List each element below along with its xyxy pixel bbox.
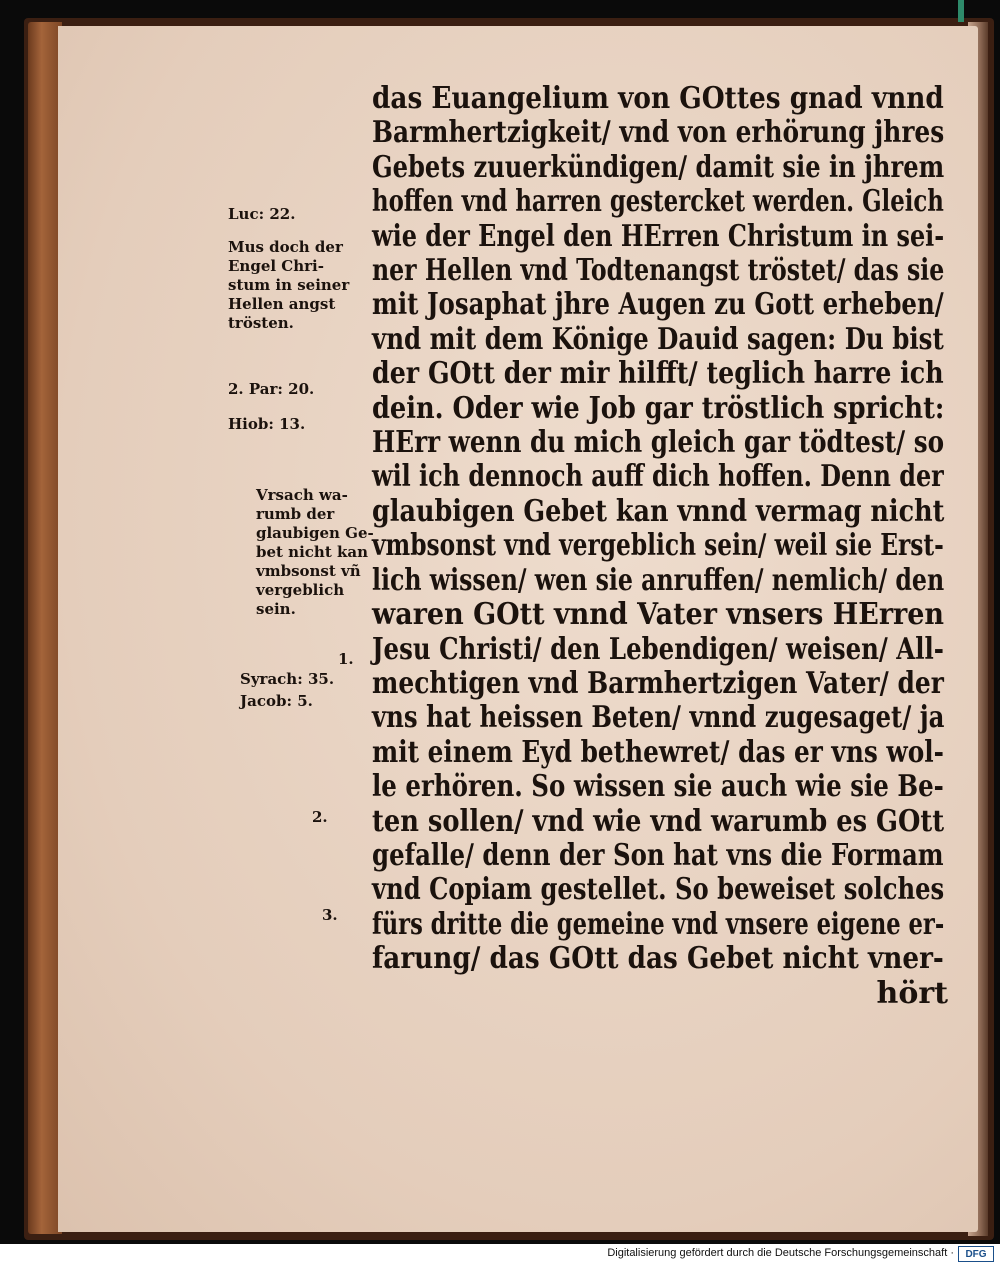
- footer-bar: [0, 1244, 1000, 1265]
- bookmark-ribbon: [958, 0, 964, 22]
- margin-note-vrsach: [256, 486, 374, 619]
- margin-note-line: Engel Chri-: [228, 257, 324, 275]
- text-line: das Euangelium von GOttes gnad vnnd: [372, 81, 944, 116]
- dfg-logo-icon: DFG: [958, 1246, 994, 1262]
- text-line: der GOtt der mir hilfft/ teglich harre ich: [372, 356, 944, 392]
- footer-credit: Digitalisierung gefördert durch die Deutsche Forschungsgemeinschaft ·: [607, 1247, 954, 1259]
- margin-number-2: 2.: [312, 808, 328, 826]
- main-text-block: [372, 82, 952, 1011]
- text-line: vnd Copiam gestellet. So beweiset solches: [372, 872, 945, 908]
- text-line: wil ich dennoch auff dich hoffen. Denn der: [372, 459, 944, 495]
- text-line: hoffen vnd harren gestercket werden. Gleich: [372, 184, 944, 220]
- text-line: mechtigen vnd Barmhertzigen Vater/ der: [372, 665, 944, 701]
- margin-number-3: 3.: [322, 906, 338, 924]
- margin-note-line: stum in seiner: [228, 276, 350, 294]
- margin-note-line: sein.: [256, 600, 296, 618]
- margin-ref-par: 2. Par: 20.: [228, 380, 315, 398]
- text-line: ten sollen/ vnd wie vnd warumb es GOtt: [372, 803, 945, 839]
- text-line: farung/ das GOtt das Gebet nicht vner-: [372, 941, 944, 977]
- margin-note-line: vergeblich: [256, 581, 345, 599]
- text-line: vmbsonst vnd vergeblich sein/ weil sie Erst-: [372, 528, 944, 564]
- text-line: mit Josaphat jhre Augen zu Gott erheben/: [372, 287, 944, 323]
- margin-ref-luc: Luc: 22.: [228, 205, 296, 223]
- page-edge-left: [28, 22, 62, 1234]
- text-line: Jesu Christi/ den Lebendigen/ weisen/ All-: [372, 631, 944, 667]
- margin-note-line: glaubigen Ge-: [256, 524, 374, 542]
- text-line: glaubigen Gebet kan vnnd vermag nicht: [372, 493, 945, 529]
- margin-number-1: 1.: [338, 650, 354, 668]
- margin-note-engel: [228, 238, 349, 333]
- text-line: vns hat heissen Beten/ vnnd zugesaget/ ja: [372, 700, 945, 736]
- catchword: hört: [876, 975, 948, 1011]
- text-line: lich wissen/ wen sie anruffen/ nemlich/ den: [372, 562, 945, 598]
- margin-note-line: trösten.: [228, 314, 294, 332]
- text-line: wie der Engel den HErren Christum in sei-: [372, 218, 945, 254]
- margin-ref-hiob: Hiob: 13.: [228, 415, 306, 433]
- text-line: waren GOtt vnnd Vater vnsers HErren: [372, 597, 945, 633]
- text-line: fürs dritte die gemeine vnd vnsere eigene er-: [372, 906, 945, 942]
- text-line: Barmhertzigkeit/ vnd von erhörung jhres: [372, 115, 945, 151]
- text-line: vnd mit dem Könige Dauid sagen: Du bist: [372, 321, 944, 357]
- margin-note-line: rumb der: [256, 505, 335, 523]
- text-line: ner Hellen vnd Todtenangst tröstet/ das sie: [372, 253, 945, 289]
- text-line: Gebets zuuerkündigen/ damit sie in jhrem: [372, 149, 945, 185]
- margin-note-line: bet nicht kan: [256, 543, 368, 561]
- text-line: mit einem Eyd bethewret/ das er vns wol-: [372, 734, 944, 770]
- text-line: gefalle/ denn der Son hat vns die Formam: [372, 837, 944, 873]
- text-line: HErr wenn du mich gleich gar tödtest/ so: [372, 425, 945, 461]
- margin-ref-syrach: Syrach: 35.: [240, 670, 335, 688]
- margin-note-line: Hellen angst: [228, 295, 336, 313]
- text-line: le erhören. So wissen sie auch wie sie Be-: [372, 769, 944, 805]
- text-line: dein. Oder wie Job gar tröstlich spricht:: [372, 390, 945, 426]
- margin-note-line: Vrsach wa-: [256, 486, 348, 504]
- margin-note-line: Mus doch der: [228, 238, 343, 256]
- margin-note-line: vmbsonst vñ: [256, 562, 361, 580]
- margin-ref-jacob: Jacob: 5.: [240, 692, 313, 710]
